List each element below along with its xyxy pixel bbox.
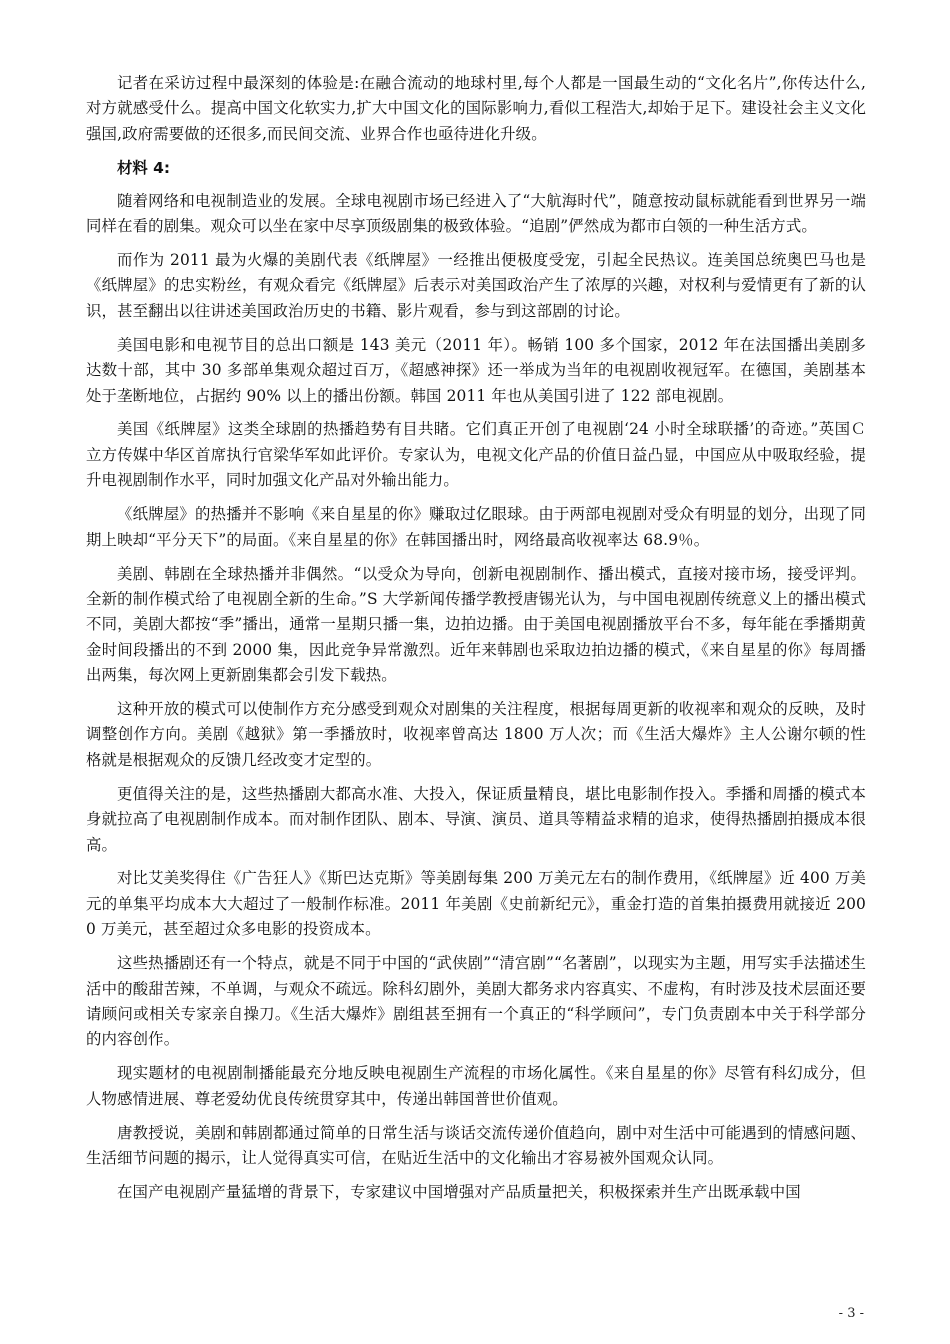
paragraph: 对比艾美奖得住《广告狂人》《斯巴达克斯》等美剧每集 200 万美元左右的制作费用，《纸牌屋》近 400 万美元的单集平均成本大大超过了一般制作标准。2011 年美剧《史前新纪元》，重金打造的首集拍摄费用就接近 2000 万美元，甚至超过众多电影的投资成本。 — [86, 869, 866, 939]
paragraph: 更值得关注的是，这些热播剧大都高水准、大投入，保证质量精良，堪比电影制作投入。季播和周播的模式本身就拉高了电视剧制作成本。而对制作团队、剧本、导演、演员、道具等精益求精的追求，使得热播剧拍摄成本很高。 — [86, 784, 866, 854]
paragraph: 这种开放的模式可以使制作方充分感受到观众对剧集的关注程度，根据每周更新的收视率和观众的反映，及时调整创作方向。美剧《越狱》第一季播放时，收视率曾高达 1800 万人次；而《生活大爆炸》主人公谢尔顿的性格就是根据观众的反馈几经改变才定型的。 — [86, 700, 866, 769]
paragraph: 美国电影和电视节目的总出口额是 143 美元（2011 年）。畅销 100 多个国家，2012 年在法国播出美剧多达数十部，其中 30 多部单集观众超过百万，《超感神探》还一举成为当年的电视剧收视冠军。在德国，美剧基本处于垄断地位，占据约 90% 以上的播出份额。韩国 2011 年也从美国引进了 122 部电视剧。 — [86, 335, 866, 405]
paragraph: 在国产电视剧产量猛增的背景下，专家建议中国增强对产品质量把关，积极探索并生产出既承载中国 — [117, 1182, 801, 1201]
page-number: - 3 - — [838, 1306, 864, 1321]
paragraph: 随着网络和电视制造业的发展。全球电视剧市场已经进入了“大航海时代”，随意按动鼠标就能看到世界另一端同样在看的剧集。观众可以坐在家中尽享顶级剧集的极致体验。“追剧”俨然成为都市白领的一种生活方式。 — [86, 191, 866, 236]
paragraph: 美国《纸牌屋》这类全球剧的热播趋势有目共睹。它们真正开创了电视剧‘24 小时全球联播’的奇迹。”英国Ｃ立方传媒中华区首席执行官梁华军如此评价。专家认为，电视文化产品的价值日益凸显，中国应从中吸取经验，提升电视剧制作水平，同时加强文化产品对外输出能力。 — [86, 420, 866, 490]
document-body — [86, 71, 866, 1214]
paragraph: 《纸牌屋》的热播并不影响《来自星星的你》赚取过亿眼球。由于两部电视剧对受众有明显的划分，出现了同期上映却“平分天下”的局面。《来自星星的你》在韩国播出时，网络最高收视率达 68.9％。 — [86, 505, 866, 549]
paragraph: 而作为 2011 最为火爆的美剧代表《纸牌屋》一经推出便极度受宠，引起全民热议。连美国总统奥巴马也是《纸牌屋》的忠实粉丝，有观众看完《纸牌屋》后表示对美国政治产生了浓厚的兴趣，对权利与爱情更有了新的认识，甚至翻出以往讲述美国政治历史的书籍、影片观看，参与到这部剧的讨论。 — [86, 251, 866, 320]
paragraph: 美剧、韩剧在全球热播并非偶然。“以受众为导向，创新电视剧制作、播出模式，直接对接市场，接受评判。全新的制作模式给了电视剧全新的生命。”S 大学新闻传播学教授唐锡光认为，与中国电视剧传统意义上的播出模式不同，美剧大都按“季”播出，通常一星期只播一集，边拍边播。由于美国电视剧播放平台不多，每年能在季播期黄金时间段播出的不到 2000 集，因此竞争异常激烈。近年来韩剧也采取边拍边播的模式，《来自星星的你》每周播出两集，每次网上更新剧集都会引发下载热。 — [86, 564, 866, 685]
section-heading: 材料 4: — [117, 158, 171, 177]
intro-paragraph: 记者在采访过程中最深刻的体验是:在融合流动的地球村里,每个人都是一国最生动的“文化名片”,你传达什么,对方就感受什么。提高中国文化软实力,扩大中国文化的国际影响力,看似工程浩大,却始于足下。建设社会主义文化强国,政府需要做的还很多,而民间交流、业界合作也亟待进化升级。 — [86, 74, 866, 143]
paragraph: 现实题材的电视剧制播能最充分地反映电视剧生产流程的市场化属性。《来自星星的你》尽管有科幻成分，但人物感情进展、尊老爱幼优良传统贯穿其中，传递出韩国普世价值观。 — [86, 1064, 866, 1108]
paragraph: 这些热播剧还有一个特点，就是不同于中国的“武侠剧”“清宫剧”“名著剧”，以现实为主题，用写实手法描述生活中的酸甜苦辣，不单调，与观众不疏远。除科幻剧外，美剧大都务求内容真实、不虚构，有时涉及技术层面还要请顾问或相关专家亲自操刀。《生活大爆炸》剧组甚至拥有一个真正的“科学顾问”，专门负责剧本中关于科学部分的内容创作。 — [86, 954, 866, 1049]
paragraph: 唐教授说，美剧和韩剧都通过简单的日常生活与谈话交流传递价值趋向，剧中对生活中可能遇到的情感问题、生活细节问题的揭示，让人觉得真实可信，在贴近生活中的文化输出才容易被外国观众认同。 — [86, 1123, 866, 1168]
